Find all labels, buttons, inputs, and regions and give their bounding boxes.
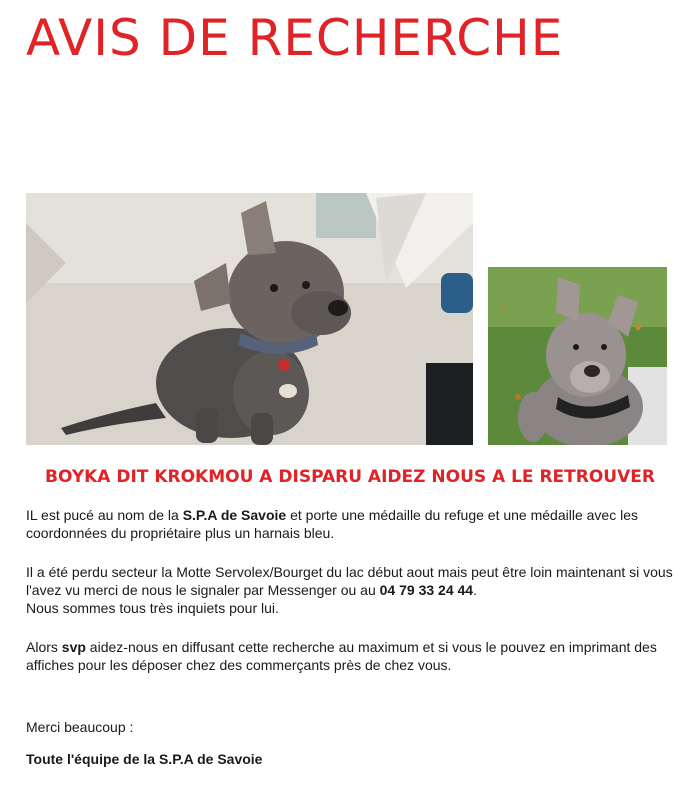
- text-span: IL est pucé au nom de la: [26, 507, 183, 523]
- phone-number: 04 79 33 24 44: [379, 582, 474, 598]
- text-span: aidez-nous en diffusant cette recherche au maximum et si vous le pouvez en imprimant des affiches pour les déposer chez des commerçants près de chez vous.: [26, 639, 657, 673]
- dog-photo-outdoor: [488, 267, 667, 445]
- dog-photo-indoor: [26, 193, 473, 445]
- missing-dog-headline: BOYKA DIT KROKMOU A DISPARU AIDEZ NOUS A LE RETROUVER: [45, 467, 655, 487]
- description-paragraph: [26, 506, 686, 542]
- poster-title: AVIS DE RECHERCHE: [26, 9, 564, 67]
- help-paragraph: [26, 638, 686, 674]
- spa-name: S.P.A de Savoie: [182, 507, 287, 523]
- text-span: Il a été perdu secteur la Motte Servolex/Bourget du lac début aout mais peut être loin maintenant si vous l'avez vu merci de nous le signaler par Messenger ou au: [26, 564, 673, 598]
- location-paragraph: [26, 563, 686, 617]
- text-span: Alors: [26, 639, 62, 655]
- svp-text: svp: [61, 639, 86, 655]
- thanks-line: Merci beaucoup :: [26, 719, 134, 735]
- text-span: Nous sommes tous très inquiets pour lui.: [26, 600, 279, 616]
- text-span: et porte une médaille du refuge et une médaille avec les coordonnées du propriétaire plus un harnais bleu.: [26, 507, 638, 541]
- text-span: .: [473, 582, 477, 598]
- signature-line: Toute l'équipe de la S.P.A de Savoie: [26, 751, 263, 767]
